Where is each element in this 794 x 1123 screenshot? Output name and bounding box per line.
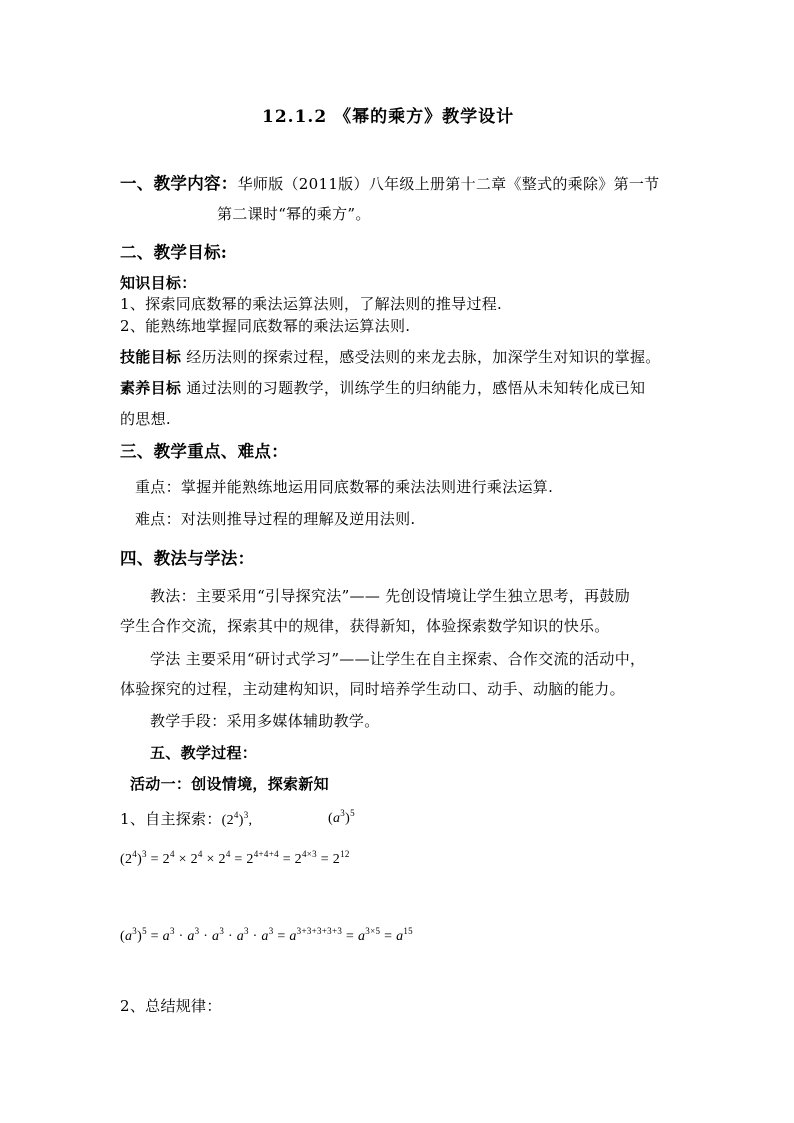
knowledge-goal-1: 1、探索同底数幂的乘法运算法则，了解法则的推导过程. <box>120 295 503 313</box>
skill-goal <box>120 348 661 366</box>
teaching-method-1: 教法：主要采用“引导探究法”—— 先创设情境让学生独立思考，再鼓励 <box>150 587 631 605</box>
difficult-point: 难点：对法则推导过程的理解及逆用法则. <box>135 510 416 528</box>
teaching-means: 教学手段：采用多媒体辅助教学。 <box>150 712 380 730</box>
self-exploration-label: 1、自主探索： <box>120 810 222 828</box>
learning-method-1: 学法 主要采用“研讨式学习”——让学生在自主探索、合作交流的活动中， <box>150 650 646 668</box>
section-1-content: 华师版（2011版）八年级上册第十二章《整式的乘除》第一节 <box>237 175 660 193</box>
section-1-line-1 <box>120 175 660 193</box>
self-exploration <box>120 808 355 830</box>
knowledge-goal-2: 2、能熟练地掌握同底数幂的乘法运算法则. <box>120 317 411 335</box>
expression-2-4-cubed: $(2^4)^3$, <box>221 810 253 828</box>
section-5-heading: 五、教学过程： <box>150 744 258 762</box>
section-3-heading: 三、教学重点、难点： <box>120 442 288 461</box>
section-1-line-2: 第二课时“幂的乘方”。 <box>217 205 371 223</box>
summary-rule: 2、总结规律： <box>120 997 222 1015</box>
expression-a3-to-5: $(a^3)^5$ <box>328 808 355 826</box>
literacy-goal <box>120 379 645 397</box>
literacy-goal-text: 通过法则的习题教学，训练学生的归纳能力，感悟从未知转化成已知 <box>181 379 646 397</box>
teaching-method-2: 学生合作交流，探索其中的规律，获得新知，体验探索数学知识的快乐。 <box>120 617 610 635</box>
skill-goal-label: 技能目标 <box>120 348 182 366</box>
activity-1-heading: 活动一：创设情境，探索新知 <box>130 775 329 793</box>
key-point: 重点：掌握并能熟练地运用同底数幂的乘法法则进行乘法运算. <box>135 478 554 496</box>
literacy-goal-continued: 的思想. <box>120 410 171 428</box>
skill-goal-text: 经历法则的探索过程，感受法则的来龙去脉，加深学生对知识的掌握。 <box>181 348 661 366</box>
equation-a-power: $(a^3)^5 = a^3 \cdot a^3 \cdot a^3 \cdot a^3 \cdot a^3 = a^{3+3+3+3+3} = a^{3\times 5} = a^{15}$ <box>120 926 413 944</box>
learning-method-2: 体验探究的过程，主动建构知识，同时培养学生动口、动手、动脑的能力。 <box>120 680 625 698</box>
document-title: 12.1.2 《幂的乘方》教学设计 <box>262 107 515 127</box>
section-4-heading: 四、教法与学法： <box>120 549 255 568</box>
section-1-heading: 一、教学内容： <box>120 174 238 193</box>
literacy-goal-label: 素养目标 <box>120 379 182 397</box>
knowledge-goal-label: 知识目标： <box>120 274 197 292</box>
section-2-heading: 二、教学目标: <box>120 243 228 262</box>
equation-2-power: $(2^4)^3 = 2^4 \times 2^4 \times 2^4 = 2^{4+4+4} = 2^{4\times 3} = 2^{12}$ <box>120 849 350 867</box>
